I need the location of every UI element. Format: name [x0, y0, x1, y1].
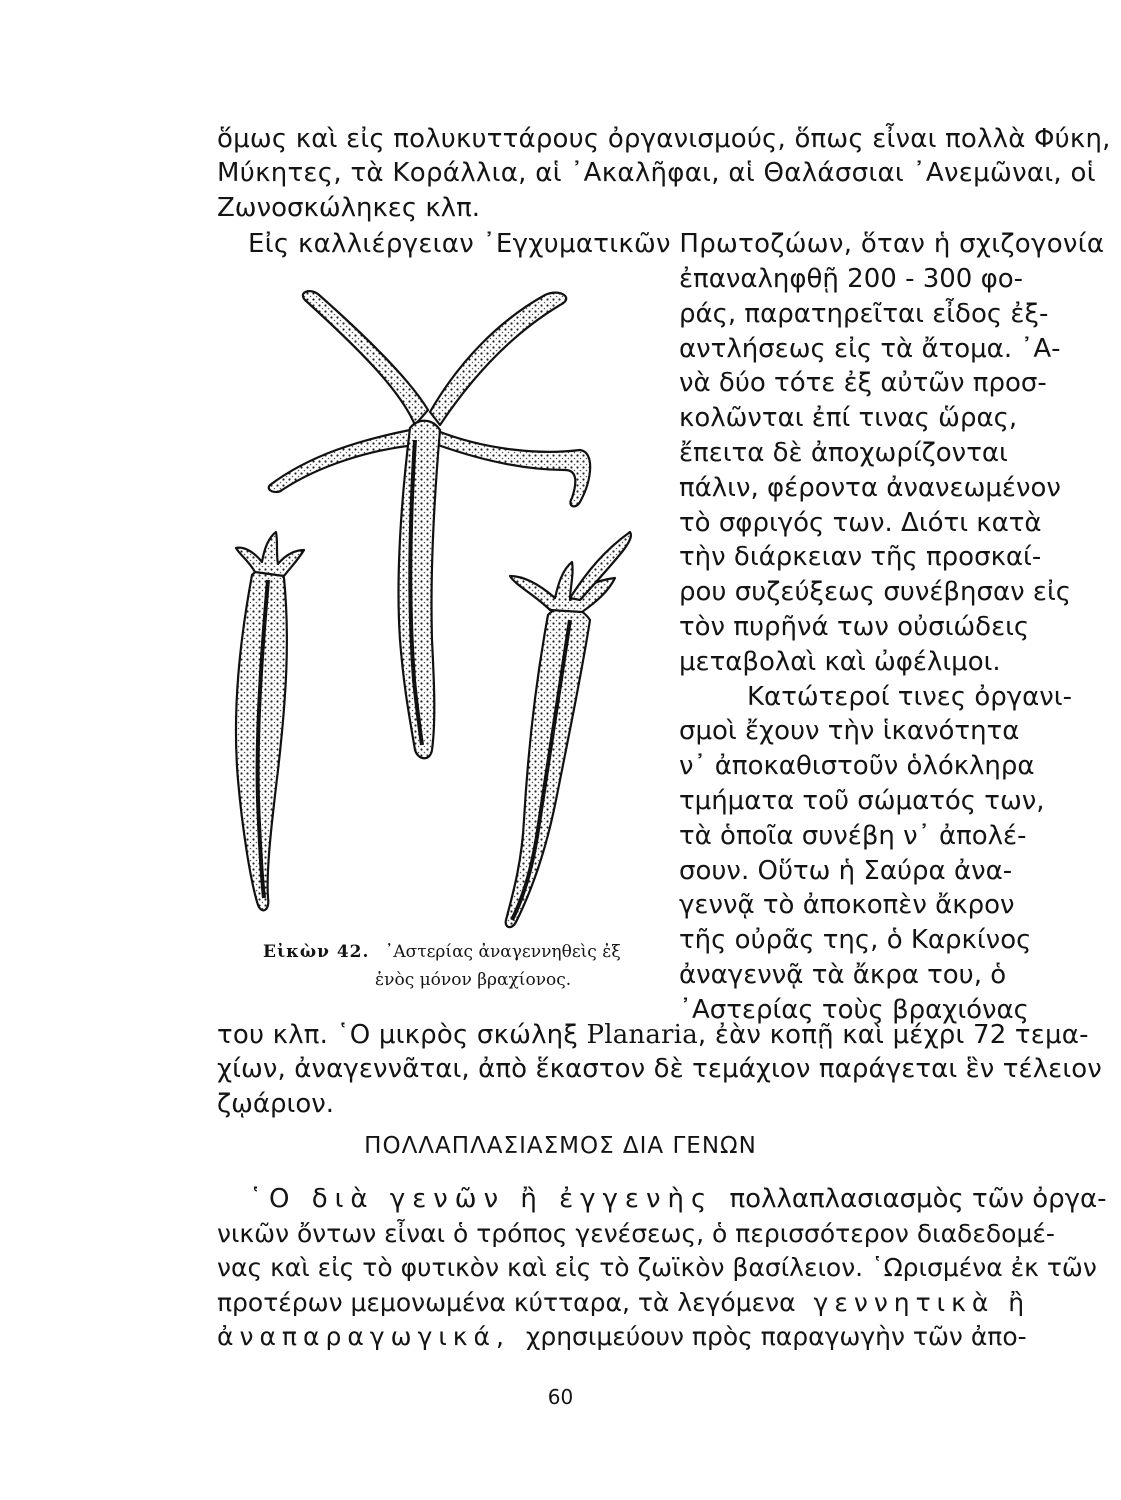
text-line: τὸν πυρῆνά των οὐσιώδεις — [679, 612, 1030, 642]
text-line: γεννᾷ τὸ ἀποκοπὲν ἄκρον — [679, 890, 1015, 921]
text-line: πάλιν, φέροντα ἀνανεωμένον — [679, 472, 1061, 503]
text-line: τὸ σφριγός των. Διότι κατὰ — [679, 507, 1042, 538]
text-line — [217, 1018, 1089, 1052]
text-line: Μύκητες, τὰ Κοράλλια, αἱ ᾿Ακαλῆφαι, αἱ Θαλάσσιαι ᾿Ανεμῶναι, οἱ — [217, 158, 1096, 188]
section-heading: ΠΟΛΛΑΠΛΑΣΙΑΣΜΟΣ ΔΙΑ ΓΕΝΩΝ — [364, 1133, 757, 1159]
text-line: ζῳάριον. — [217, 1089, 335, 1119]
text-line — [217, 122, 1111, 156]
text-line: χίων, ἀναγεννᾶται, ἀπὸ ἕκαστον δὲ τεμάχιον παράγεται ἓν τέλειον — [217, 1054, 1102, 1084]
text-line: Κατώτεροί τινες ὀργανι- — [747, 681, 1072, 712]
text-segment: πολλαπλασιασμὸς τῶν ὀργα- — [729, 1184, 1107, 1214]
caption-label: Εἰκὼν 42. — [263, 942, 370, 962]
starfish-left — [236, 532, 304, 910]
text-line: ἐπαναληφθῇ 200 - 300 φο- — [679, 264, 1024, 294]
text-line: τὰ ὁποῖα συνέβη ν᾿ ἀπολέ- — [679, 820, 1027, 851]
figure-caption-line2: ἑνὸς μόνον βραχίονος. — [375, 970, 572, 990]
text-line: μεταβολαὶ καὶ ὠφέλιμοι. — [679, 646, 1001, 677]
text-line: ᾿Αστερίας τοὺς βραχιόνας — [679, 994, 1029, 1025]
text-line: σουν. Οὕτω ἡ Σαύρα ἀνα- — [679, 855, 1013, 886]
page-number: 60 — [547, 1385, 574, 1409]
text-line: νας καὶ εἰς τὸ φυτικὸν καὶ εἰς τὸ ζωϊκὸν βασίλειον. ῾Ωρισμένα ἐκ τῶν — [217, 1253, 1097, 1282]
text-line: τὴν διάρκειαν τῆς προσκαί- — [679, 542, 1042, 573]
text-line: ἀναγεννᾷ τὰ ἄκρα του, ὁ — [679, 960, 1007, 990]
spaced-term: ῾Ο διὰ γενῶν ἢ ἐγγενὴς — [249, 1184, 714, 1214]
text-segment: του κλπ. ῾Ο μικρὸς σκώληξ — [217, 1020, 587, 1050]
text-line — [217, 1320, 1027, 1354]
text-line: ράς, παρατηρεῖται εἶδος ἐξ- — [679, 298, 1049, 329]
caption-text: ᾿Αστερίας ἀναγεννηθεὶς ἐξ — [384, 942, 621, 962]
line-text: ὅμως καὶ εἰς πολυκυττάρους ὀργανισμούς, ὅπως εἶναι πολλὰ Φύκη, — [217, 124, 1111, 154]
spaced-term: γεννητικὰ ἢ — [813, 1288, 1031, 1317]
figure-caption — [263, 942, 621, 962]
text-line: Ζωνοσκώληκες κλπ. — [217, 193, 480, 223]
text-line: ρου συζεύξεως συνέβησαν εἰς — [679, 577, 1072, 608]
text-line: σμοὶ ἔχουν τὴν ἱκανότητα — [679, 716, 1020, 747]
starfish-right — [506, 532, 631, 927]
starfish-illustration — [210, 280, 660, 930]
text-line: κολῶνται ἐπί τινας ὥρας, — [679, 403, 1018, 434]
text-line — [249, 1182, 1107, 1216]
text-segment: χρησιμεύουν πρὸς παραγωγὴν τῶν ἀπο- — [525, 1322, 1027, 1351]
text-line: τμήματα τοῦ σώματός των, — [679, 786, 1045, 816]
text-segment: , ἐὰν κοπῇ καὶ μέχρι 72 τεμα- — [697, 1020, 1089, 1050]
text-line: αντλήσεως εἰς τὰ ἄτομα. ᾿Α- — [679, 333, 1061, 364]
planaria-term: Planaria — [586, 1020, 698, 1050]
text-line — [217, 1286, 1030, 1320]
text-line: νὰ δύο τότε ἐξ αὐτῶν προσ- — [679, 368, 1047, 399]
text-line: τῆς οὐρᾶς της, ὁ Καρκίνος — [679, 925, 1032, 956]
text-segment: προτέρων μεμονωμένα κύτταρα, τὰ λεγόμενα — [217, 1288, 796, 1317]
text-line: ἔπειτα δὲ ἀποχωρίζονται — [679, 438, 1008, 468]
spaced-term: ἀναπαραγωγικά, — [217, 1322, 510, 1351]
text-line: Εἰς καλλιέργειαν ᾿Εγχυματικῶν Πρωτοζώων, ὅταν ἡ σχιζογονία — [248, 229, 1105, 259]
text-line: νικῶν ὄντων εἶναι ὁ τρόπος γενέσεως, ὁ περισσότερον διαδεδομέ- — [217, 1219, 1055, 1248]
text-line: ν᾿ ἀποκαθιστοῦν ὁλόκληρα — [679, 751, 1035, 782]
